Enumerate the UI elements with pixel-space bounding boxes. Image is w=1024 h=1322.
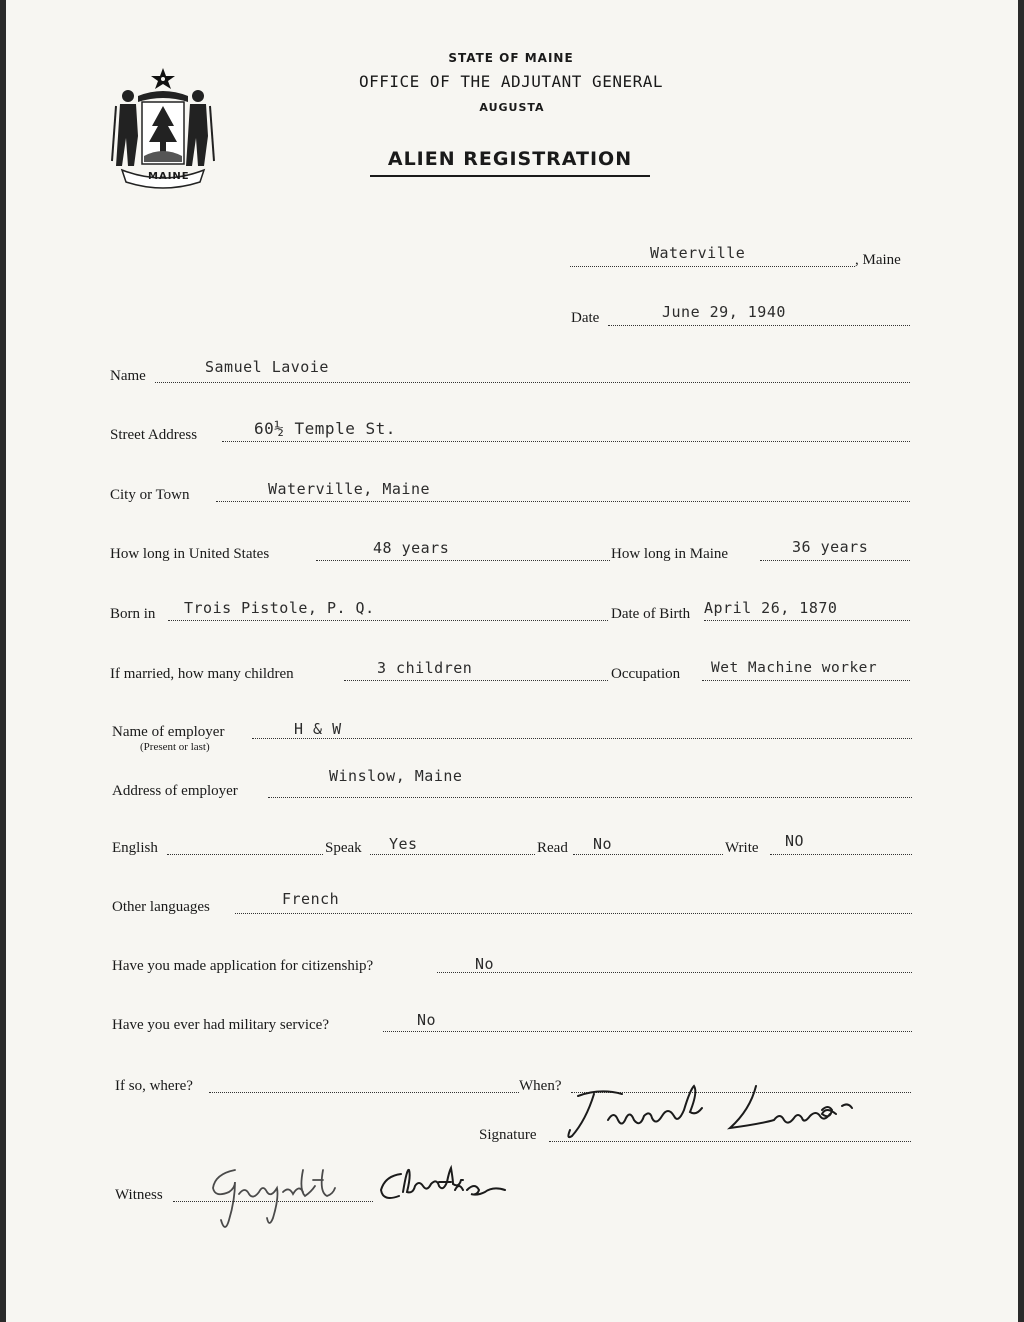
- maine-line: [760, 560, 910, 561]
- citizenship-value: No: [475, 955, 495, 973]
- military-line: [383, 1031, 912, 1032]
- born-line: [168, 620, 608, 621]
- employer-address-value: Winslow, Maine: [329, 767, 463, 785]
- read-value: No: [593, 835, 613, 853]
- write-line: [770, 854, 912, 855]
- street-label: Street Address: [110, 427, 198, 443]
- citizenship-label: Have you made application for citizenship?: [112, 958, 374, 974]
- employer-line: [252, 738, 912, 739]
- born-value: Trois Pistole, P. Q.: [184, 599, 375, 617]
- where-line: [209, 1092, 519, 1093]
- city-value: Waterville, Maine: [268, 480, 431, 498]
- occupation-label: Occupation: [611, 666, 681, 682]
- employer-address-line: [268, 797, 912, 798]
- witness-handwriting: [205, 1160, 535, 1240]
- languages-label: Other languages: [112, 899, 210, 915]
- name-value: Samuel Lavoie: [205, 358, 329, 376]
- children-label: If married, how many children: [110, 666, 294, 682]
- employer-value: H & W: [294, 720, 342, 738]
- seal-banner-text: MAINE: [148, 171, 190, 182]
- speak-value: Yes: [389, 835, 418, 853]
- signature-label: Signature: [479, 1127, 537, 1143]
- english-label: English: [112, 840, 158, 856]
- us-value: 48 years: [373, 539, 450, 557]
- english-line: [167, 854, 323, 855]
- title-underline: [370, 175, 650, 177]
- read-label: Read: [537, 840, 568, 856]
- us-label: How long in United States: [110, 546, 270, 562]
- signature-handwriting: [560, 1080, 860, 1144]
- form-title: ALIEN REGISTRATION: [387, 148, 633, 170]
- place-line: [570, 266, 855, 267]
- children-value: 3 children: [377, 659, 473, 677]
- speak-line: [370, 854, 535, 855]
- date-value: June 29, 1940: [662, 303, 786, 321]
- military-label: Have you ever had military service?: [112, 1017, 329, 1033]
- us-line: [316, 560, 610, 561]
- street-value: 60½ Temple St.: [254, 419, 396, 438]
- dob-label: Date of Birth: [611, 606, 691, 622]
- header-office: OFFICE OF THE ADJUTANT GENERAL: [359, 72, 663, 91]
- header-state: STATE OF MAINE: [448, 51, 574, 65]
- dob-line: [704, 620, 910, 621]
- employer-label: Name of employer: [112, 724, 225, 740]
- children-line: [344, 680, 608, 681]
- name-label: Name: [110, 368, 146, 384]
- languages-value: French: [282, 890, 340, 908]
- name-line: [155, 382, 910, 383]
- read-line: [573, 854, 723, 855]
- header-city: AUGUSTA: [479, 101, 545, 114]
- citizenship-line: [437, 972, 912, 973]
- where-label: If so, where?: [115, 1078, 193, 1094]
- occupation-value: Wet Machine worker: [711, 660, 878, 676]
- occupation-line: [702, 680, 910, 681]
- write-value: NO: [785, 832, 805, 850]
- write-label: Write: [725, 840, 759, 856]
- military-value: No: [417, 1011, 437, 1029]
- when-label: When?: [519, 1078, 562, 1094]
- born-label: Born in: [110, 606, 156, 622]
- date-label: Date: [571, 310, 600, 326]
- city-line: [216, 501, 910, 502]
- languages-line: [235, 913, 912, 914]
- employer-address-label: Address of employer: [112, 783, 238, 799]
- employer-sublabel: (Present or last): [140, 741, 210, 753]
- speak-label: Speak: [325, 840, 362, 856]
- date-line: [608, 325, 910, 326]
- scan-edge-left: [0, 0, 6, 1322]
- street-line: [222, 441, 910, 442]
- maine-value: 36 years: [792, 538, 869, 556]
- dob-value: April 26, 1870: [704, 599, 838, 617]
- place-value: Waterville: [650, 244, 746, 262]
- maine-label: How long in Maine: [611, 546, 729, 562]
- place-suffix: , Maine: [855, 252, 901, 268]
- witness-label: Witness: [115, 1187, 163, 1203]
- scan-edge-right: [1018, 0, 1024, 1322]
- city-label: City or Town: [110, 487, 190, 503]
